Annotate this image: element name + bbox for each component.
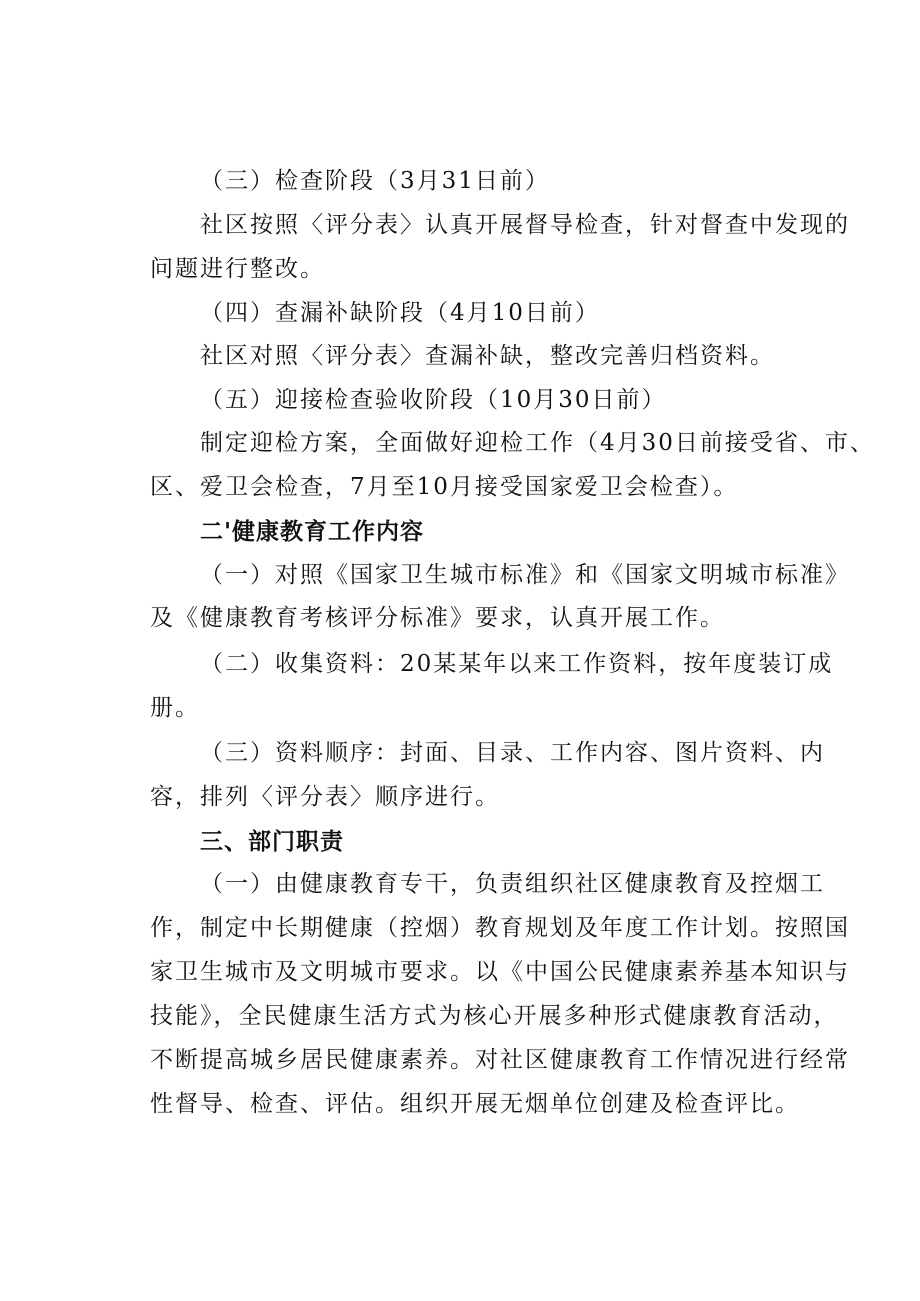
paragraph-line: 社区按照〈评分表〉认真开展督导检查，针对督查中发现的 — [200, 212, 850, 238]
paragraph-line: 技能》，全民健康生活方式为核心开展多种形式健康教育活动， — [150, 1003, 839, 1029]
paragraph-line: （二）收集资料：20某某年以来工作资料，按年度装订成 — [200, 651, 834, 677]
paragraph-line: （一）对照《国家卫生城市标准》和《国家文明城市标准》 — [200, 562, 850, 588]
paragraph-line: 及《健康教育考核评分标准》要求，认真开展工作。 — [150, 605, 725, 631]
paragraph-line: 性督导、检查、评估。组织开展无烟单位创建及检查评比。 — [150, 1091, 800, 1117]
paragraph-line: 容，排列〈评分表〉顺序进行。 — [150, 784, 500, 810]
paragraph-line: 作，制定中长期健康（控烟）教育规划及年度工作计划。按照国 — [150, 915, 850, 941]
paragraph-line: 家卫生城市及文明城市要求。以《中国公民健康素养基本知识与 — [150, 959, 850, 985]
section-title-responsibilities: 三、部门职责 — [200, 829, 344, 855]
section-heading-acceptance-stage: （五）迎接检查验收阶段（10月30日前） — [200, 387, 667, 413]
paragraph-line: 社区对照〈评分表〉查漏补缺，整改完善归档资料。 — [200, 343, 775, 369]
paragraph-line: 制定迎检方案，全面做好迎检工作（4月30日前接受省、市、 — [200, 430, 875, 456]
section-heading-inspection-stage: （三）检查阶段（3月31日前） — [200, 168, 550, 194]
section-heading-gap-filling-stage: （四）查漏补缺阶段（4月10日前） — [200, 300, 600, 326]
paragraph-line: 册。 — [150, 695, 200, 721]
paragraph-line: 不断提高城乡居民健康素养。对社区健康教育工作情况进行经常 — [150, 1047, 850, 1073]
section-title-health-education: 二'健康教育工作内容 — [200, 519, 425, 545]
paragraph-line: 区、爱卫会检查，7月至10月接受国家爱卫会检查）。 — [150, 474, 739, 500]
paragraph-line: （三）资料顺序：封面、目录、工作内容、图片资料、内 — [200, 740, 825, 766]
paragraph-line: （一）由健康教育专干，负责组织社区健康教育及控烟工 — [200, 871, 825, 897]
paragraph-line: 问题进行整改。 — [150, 256, 325, 282]
